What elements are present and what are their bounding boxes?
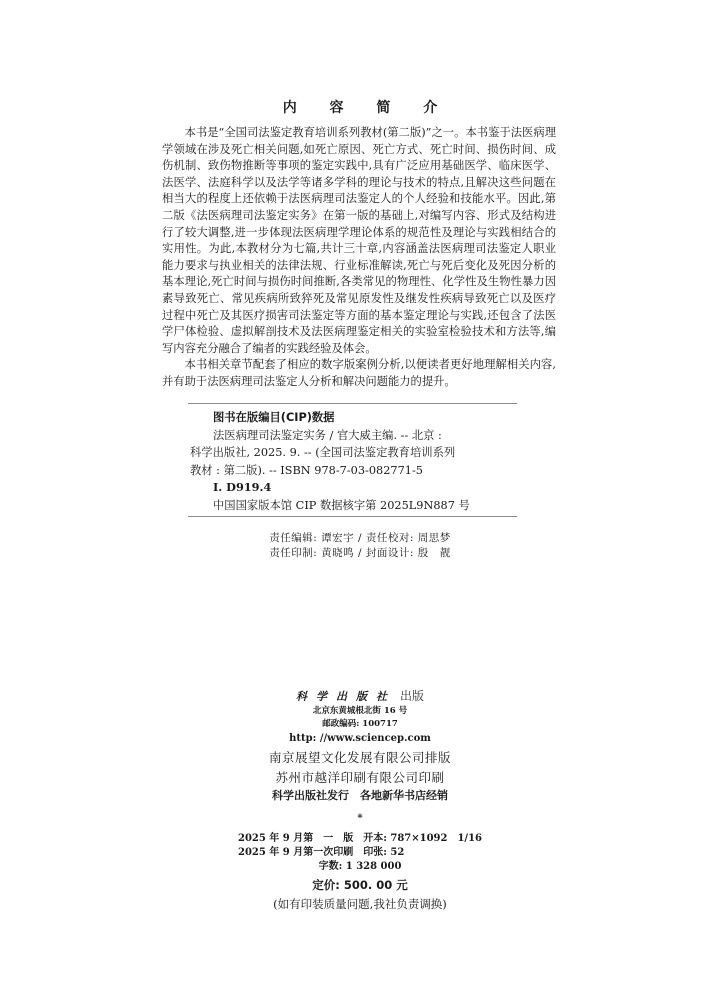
word-count: 字数: 1 328 000 — [318, 861, 402, 872]
cip-line: 教材 : 第二版). -- ISBN 978-7-03-082771-5 — [190, 463, 423, 477]
page-title: 内 容 简 介 — [282, 100, 452, 116]
cip-line: 科学出版社, 2025. 9. -- (全国司法鉴定教育培训系列 — [190, 446, 456, 460]
imprint-block — [0, 688, 720, 914]
abstract-section — [162, 125, 556, 391]
quality-notice: (如有印装质量问题,我社负责调换) — [273, 897, 447, 911]
edition-line: 2025 年 9 月第 一 版 开本: 787×1092 1/16 — [237, 833, 483, 844]
publisher-postcode: 邮政编码: 100717 — [322, 718, 398, 729]
publisher-url: http: //www.sciencep.com — [289, 733, 431, 744]
publisher-line — [0, 688, 720, 705]
abstract-paragraph: 本书相关章节配套了相应的数字版案例分析,以便读者更好地理解相关内容,并有助于法医病理司法鉴定人分析和解决问题能力的提升。 — [162, 358, 556, 388]
publisher-suffix: 出版 — [399, 689, 424, 703]
cip-data-block — [190, 409, 520, 515]
cip-classification: Ⅰ. D919.4 — [213, 480, 272, 495]
typesetter: 南京展望文化发展有限公司排版 — [268, 750, 451, 765]
edition-info — [238, 832, 482, 874]
price: 定价: 500. 00 元 — [312, 878, 408, 892]
credits-line: 责任印制: 黄晓鸣 / 封面设计: 殷 靓 — [269, 547, 451, 559]
printing-line: 2025 年 9 月第一次印刷 印张: 52 — [237, 847, 405, 858]
credits-line: 责任编辑: 谭宏宇 / 责任校对: 周思梦 — [269, 532, 451, 544]
cip-heading: 图书在版编目(CIP)数据 — [213, 411, 335, 424]
editorial-credits — [0, 531, 720, 561]
distributor: 科学出版社发行 各地新华书店经销 — [272, 789, 448, 802]
cip-bottom-divider — [188, 516, 517, 517]
cip-line: 法医病理司法鉴定实务 / 官大威主编. -- 北京 : — [213, 428, 442, 442]
cip-top-divider — [188, 403, 517, 404]
printer: 苏州市越洋印刷有限公司印刷 — [275, 770, 445, 785]
abstract-paragraph: 本书是“全国司法鉴定教育培训系列教材(第二版)”之一。本书鉴于法医病理学领域在涉及死亡相关问题,如死亡原因、死亡方式、死亡时间、损伤时间、成伤机制、致伤物推断等事项的鉴定实践中,具有广泛应用基础医学、临床医学、法医学、法庭科学以及法学等诸多学科的理论与技术的特点,且解决这些问题在相当大的程度上还依赖于法医病理司法鉴定人的个人经验和技能水平。因此,第二版《法医病理司法鉴定实务》在第一版的基础上,对编写内容、形式及结构进行了较大调整,进一步体现法医病理学理论体系的规范性及理论与实践相结合的实用性。为此,本教材分为七篇,共计三十章,内容涵盖法医病理司法鉴定人职业能力要求与执业相关的法律法规、行业标准解读,死亡与死后变化及死因分析的基本理论,死亡时间与损伤时间推断,各类常见的物理性、化学性及生物性暴力因素导致死亡、常见疾病所致猝死及常见原发性及继发性疾病导致死亡以及医疗过程中死亡及其医疗损害司法鉴定等方面的基本鉴定理论与实践,还包含了法医学尸体检验、虚拟解剖技术及法医病理鉴定相关的实验室检验技术和方法等,编写内容充分融合了编者的实践经验及体会。 — [162, 126, 556, 355]
publisher-address: 北京东黄城根北街 16 号 — [312, 706, 408, 716]
separator-star: * — [357, 813, 363, 824]
publisher-logo: 科学出版社 — [295, 690, 396, 703]
cip-record-number: 中国国家版本馆 CIP 数据核字第 2025L9N887 号 — [213, 498, 470, 512]
